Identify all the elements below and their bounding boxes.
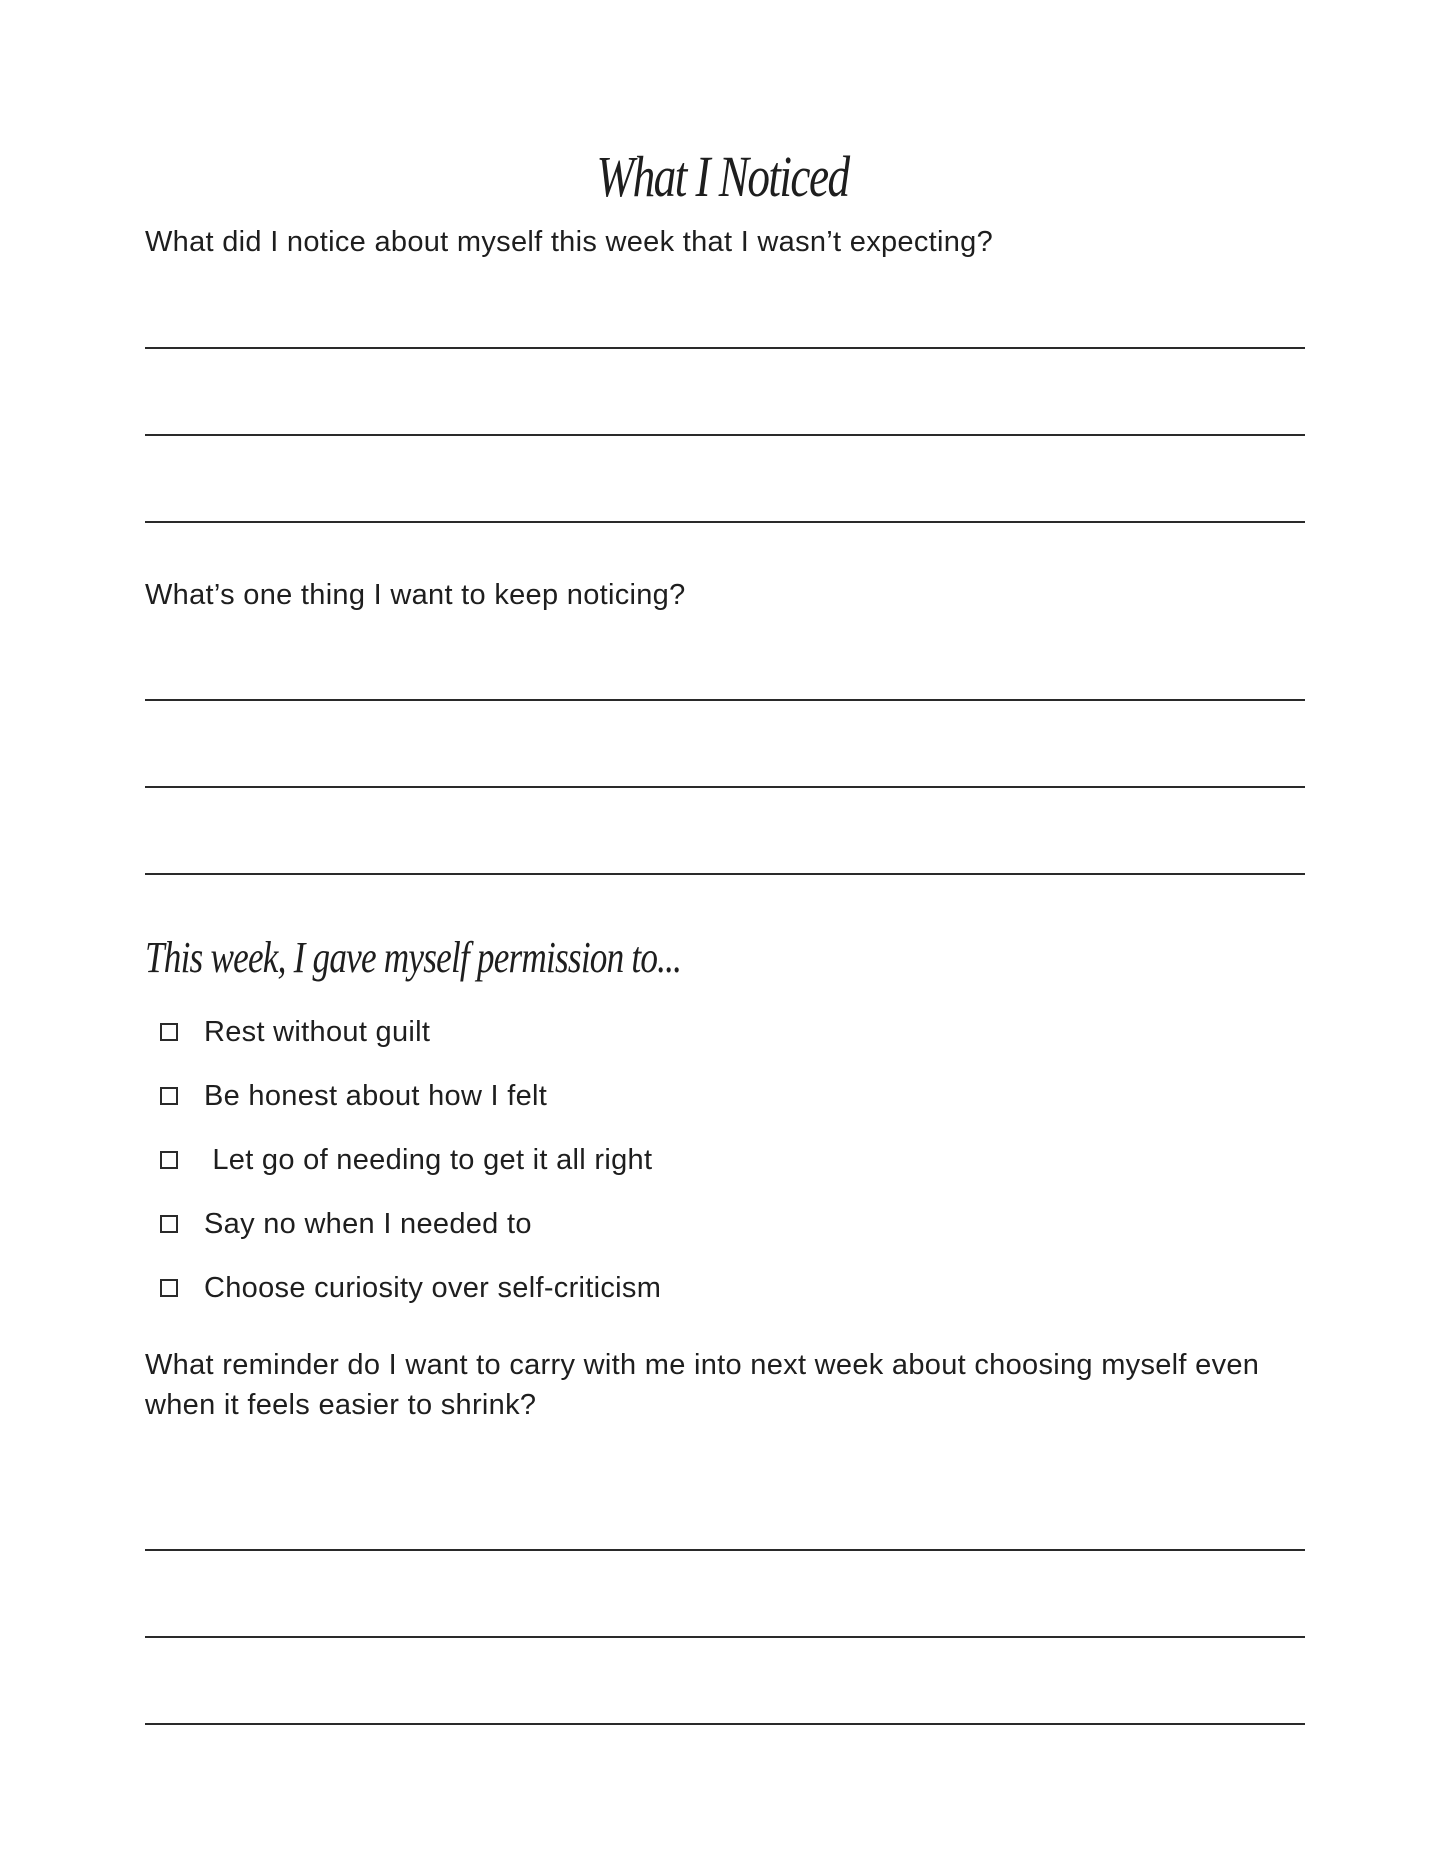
- checklist-item-honest[interactable]: [160, 1064, 661, 1128]
- answer-line[interactable]: [145, 521, 1305, 523]
- checkbox[interactable]: [160, 1087, 178, 1105]
- checkbox[interactable]: [160, 1215, 178, 1233]
- checklist-item-let-go[interactable]: [160, 1128, 661, 1192]
- question-keep-noticing: What’s one thing I want to keep noticing?: [145, 579, 686, 611]
- checklist-item-label: Say no when I needed to: [204, 1207, 532, 1240]
- checklist-item-label: Be honest about how I felt: [204, 1079, 548, 1112]
- page-title: What I Noticed: [596, 144, 849, 209]
- checkbox[interactable]: [160, 1151, 178, 1169]
- answer-line[interactable]: [145, 1549, 1305, 1551]
- answer-line[interactable]: [145, 434, 1305, 436]
- checklist-item-curiosity[interactable]: [160, 1256, 661, 1320]
- answer-line[interactable]: [145, 699, 1305, 701]
- answer-line[interactable]: [145, 1723, 1305, 1725]
- checklist-item-label: Choose curiosity over self-criticism: [204, 1271, 662, 1304]
- checklist-item-label: Let go of needing to get it all right: [204, 1143, 653, 1176]
- checklist-item-label: Rest without guilt: [204, 1015, 431, 1048]
- checkbox[interactable]: [160, 1279, 178, 1297]
- answer-line[interactable]: [145, 786, 1305, 788]
- answer-line[interactable]: [145, 873, 1305, 875]
- answer-line[interactable]: [145, 347, 1305, 349]
- permissions-checklist: [160, 1000, 661, 1320]
- question-unexpected-notice: What did I notice about myself this week that I wasn’t expecting?: [145, 226, 994, 258]
- permissions-heading: This week, I gave myself permission to...: [145, 933, 682, 982]
- answer-line[interactable]: [145, 1636, 1305, 1638]
- checklist-item-say-no[interactable]: [160, 1192, 661, 1256]
- checkbox[interactable]: [160, 1023, 178, 1041]
- question-reminder: What reminder do I want to carry with me into next week about choosing myself even when it feels easier to shrink?: [145, 1349, 1260, 1421]
- checklist-item-rest[interactable]: [160, 1000, 661, 1064]
